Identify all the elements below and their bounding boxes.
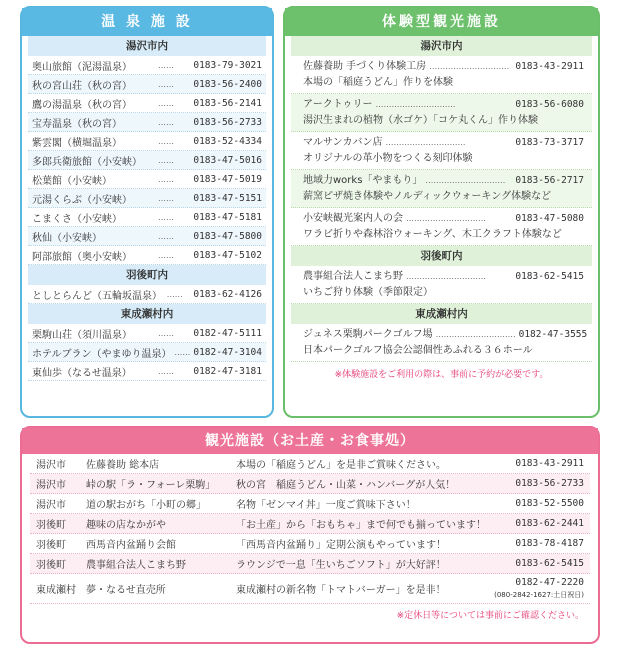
- kanko-description: 秋の宮 稲庭うどん・山菜・ハンバーグが人気！: [236, 480, 456, 491]
- onsen-row: [28, 94, 266, 113]
- leader-dots: ……: [158, 174, 174, 184]
- onsen-facility-name: 東仙歩（なるせ温泉）: [32, 367, 132, 379]
- taiken-facility-name: 佐藤養助 手づくり体験工房: [303, 61, 427, 72]
- leader-dots: ……: [158, 155, 174, 165]
- kanko-shop-name: 夢・なるせ直売所: [86, 585, 166, 596]
- leader-dots: …………………………: [425, 176, 506, 185]
- kanko-town: 湯沢市: [36, 480, 66, 491]
- leader-dots: ……: [158, 328, 174, 338]
- taiken-section-heading: 東成瀬村内: [291, 304, 592, 324]
- taiken-section-heading: 羽後町内: [291, 246, 592, 266]
- taiken-description: 日本パークゴルフ協会公認個性あふれる３６ホール: [303, 345, 533, 356]
- kanko-description: 「お土産」から「おもちゃ」まで何でも揃っています！: [236, 520, 486, 531]
- taiken-list: [285, 36, 598, 362]
- onsen-panel: [20, 6, 274, 418]
- kanko-town: 湯沢市: [36, 460, 66, 471]
- kanko-description: ラウンジで一息「生いちごソフト」が大好評！: [236, 560, 446, 571]
- taiken-item: [291, 208, 592, 246]
- kanko-list: [22, 454, 598, 604]
- leader-dots: ……: [158, 193, 174, 203]
- kanko-description: 東成瀬村の新名物「トマトバーガー」を是非！: [236, 585, 446, 596]
- taiken-item: [291, 170, 592, 208]
- onsen-row: [28, 285, 266, 304]
- onsen-phone: 0183-52-4334: [193, 135, 262, 147]
- onsen-row: [28, 227, 266, 246]
- taiken-phone: 0183-56-2717: [515, 175, 584, 186]
- onsen-phone: 0183-79-3021: [193, 59, 262, 71]
- taiken-facility-name: 小安峡観光案内人の会: [303, 213, 403, 224]
- onsen-phone: 0183-47-5800: [193, 230, 262, 242]
- leader-dots: ……: [158, 212, 174, 222]
- onsen-row: [28, 189, 266, 208]
- onsen-list: [22, 36, 272, 381]
- taiken-phone: 0183-47-5080: [515, 213, 584, 224]
- taiken-description: ワラビ折りや森林浴ウォーキング、木工クラフト体験など: [303, 229, 562, 240]
- onsen-phone: 0183-47-5016: [193, 154, 262, 166]
- taiken-description: 湯沢生まれの植物（水ゴケ）「コケ丸くん」作り体験: [303, 115, 538, 126]
- onsen-title: 温 泉 施 設: [22, 8, 272, 36]
- leader-dots: ……: [158, 366, 174, 376]
- onsen-row: [28, 75, 266, 94]
- taiken-facility-name: 地域力works「やまもり」: [303, 175, 423, 186]
- onsen-row: [28, 113, 266, 132]
- taiken-facility-name: 農事組合法人こまち野: [303, 271, 403, 282]
- onsen-phone: 0182-47-5111: [193, 327, 262, 339]
- kanko-shop-name: 峠の駅「ラ・フォーレ栗駒」: [86, 480, 216, 491]
- kanko-town: 東成瀬村: [36, 585, 76, 596]
- onsen-phone: 0183-56-2733: [193, 116, 262, 128]
- kanko-description: 「西馬音内盆踊り」定期公演もやっています！: [236, 540, 446, 551]
- onsen-facility-name: 秋仙（小安峡）: [32, 232, 102, 244]
- kanko-phone: 0183-52-5500: [515, 498, 584, 509]
- onsen-facility-name: こまくさ（小安峡）: [32, 213, 122, 225]
- leader-dots: ……: [158, 250, 174, 260]
- onsen-row: [28, 132, 266, 151]
- kanko-description: 本場の「稲庭うどん」を是非ご賞味ください。: [236, 460, 446, 471]
- leader-dots: …………………………: [385, 138, 466, 147]
- kanko-shop-name: 佐藤養助 総本店: [86, 460, 160, 471]
- onsen-row: [28, 324, 266, 343]
- taiken-note: ※体験施設をご利用の際は、事前に予約が必要です。: [334, 370, 549, 380]
- onsen-facility-name: 紫雲閣（横堀温泉）: [32, 137, 122, 149]
- onsen-phone: 0182-47-3104: [193, 346, 262, 358]
- onsen-facility-name: ホテルブラン（やまゆり温泉）: [32, 348, 172, 360]
- kanko-title: 観光施設（お土産・お食事処）: [22, 428, 598, 454]
- kanko-town: 羽後町: [36, 520, 66, 531]
- taiken-item: [291, 132, 592, 170]
- taiken-item-header: [303, 97, 584, 113]
- kanko-town: 羽後町: [36, 560, 66, 571]
- leader-dots: ……: [158, 98, 174, 108]
- onsen-row: [28, 151, 266, 170]
- leader-dots: …………………………: [406, 214, 486, 223]
- taiken-panel: [283, 6, 600, 418]
- taiken-facility-name: ジュネス栗駒パークゴルフ場: [303, 329, 433, 340]
- leader-dots: …………………………: [429, 62, 510, 71]
- onsen-phone: 0183-56-2400: [193, 78, 262, 90]
- taiken-item-header: [303, 59, 584, 75]
- onsen-section-heading: 湯沢市内: [28, 36, 266, 56]
- onsen-row: [28, 246, 266, 265]
- onsen-facility-name: 松葉館（小安峡）: [32, 175, 112, 187]
- onsen-facility-name: 奥山旅館（泥湯温泉）: [32, 61, 132, 73]
- kanko-shop-name: 農事組合法人こまち野: [86, 560, 186, 571]
- taiken-phone: 0183-62-5415: [515, 271, 584, 282]
- onsen-facility-name: 多郎兵衛旅館（小安峡）: [32, 156, 142, 168]
- kanko-shop-name: 道の駅おがち「小町の郷」: [86, 500, 206, 511]
- kanko-phone: 0183-62-2441: [515, 518, 584, 529]
- kanko-phone: 0182-47-2220: [515, 576, 584, 588]
- kanko-note: ※定休日等については事前にご確認ください。: [396, 611, 584, 621]
- taiken-facility-name: アークトゥリー: [303, 99, 373, 110]
- taiken-facility-name: マルサンカバン店: [303, 137, 383, 148]
- onsen-facility-name: 秋の宮山荘（秋の宮）: [32, 80, 132, 92]
- taiken-phone: 0183-73-3717: [515, 137, 584, 148]
- leader-dots: …………………………: [435, 330, 516, 339]
- kanko-phone-group: [492, 577, 584, 601]
- kanko-row: [30, 454, 590, 474]
- onsen-row: [28, 170, 266, 189]
- kanko-shop-name: 西馬音内盆踊り会館: [86, 540, 176, 551]
- kanko-shop-name: 趣味の店なかがや: [86, 520, 166, 531]
- taiken-item-header: [303, 211, 584, 227]
- onsen-facility-name: 栗駒山荘（須川温泉）: [32, 329, 132, 341]
- leader-dots: ……: [158, 79, 174, 89]
- taiken-item-header: [303, 269, 584, 285]
- leader-dots: ……: [174, 347, 191, 357]
- leader-dots: …………………………: [375, 100, 456, 109]
- onsen-facility-name: 元湯くらぶ（小安峡）: [32, 194, 132, 206]
- kanko-description: 名物「ゼンマイ丼」一度ご賞味下さい！: [236, 500, 416, 511]
- onsen-phone: 0182-47-3181: [193, 365, 262, 377]
- kanko-panel: [20, 426, 600, 644]
- taiken-phone: 0183-43-2911: [515, 61, 584, 72]
- taiken-phone: 0183-56-6080: [515, 99, 584, 110]
- kanko-town: 湯沢市: [36, 500, 66, 511]
- onsen-facility-name: 阿部旅館（奥小安峡）: [32, 251, 132, 263]
- taiken-item-header: [303, 135, 584, 151]
- onsen-phone: 0183-47-5181: [193, 211, 262, 223]
- onsen-row: [28, 208, 266, 227]
- kanko-phone: 0183-43-2911: [515, 458, 584, 469]
- taiken-item: [291, 56, 592, 94]
- leader-dots: ……: [166, 289, 183, 299]
- kanko-row: [30, 514, 590, 534]
- taiken-description: 本場の「稲庭うどん」作りを体験: [303, 77, 453, 88]
- taiken-item: [291, 324, 592, 362]
- onsen-facility-name: 宝寿温泉（秋の宮）: [32, 118, 122, 130]
- kanko-town: 羽後町: [36, 540, 66, 551]
- onsen-phone: 0183-62-4126: [193, 288, 262, 300]
- leader-dots: …………………………: [406, 272, 486, 281]
- onsen-row: [28, 56, 266, 75]
- kanko-row: [30, 494, 590, 514]
- onsen-facility-name: 鷹の湯温泉（秋の宮）: [32, 99, 132, 111]
- kanko-row: [30, 474, 590, 494]
- leader-dots: ……: [158, 60, 174, 70]
- kanko-phone: 0183-78-4187: [515, 538, 584, 549]
- kanko-phone-sub: (080-2842-1627:土日祝日): [494, 590, 584, 599]
- onsen-phone: 0183-47-5151: [193, 192, 262, 204]
- taiken-item: [291, 266, 592, 304]
- leader-dots: ……: [158, 231, 174, 241]
- onsen-phone: 0183-47-5019: [193, 173, 262, 185]
- kanko-row: [30, 534, 590, 554]
- onsen-phone: 0183-56-2141: [193, 97, 262, 109]
- taiken-section-heading: 湯沢市内: [291, 36, 592, 56]
- onsen-section-heading: 羽後町内: [28, 265, 266, 285]
- onsen-row: [28, 362, 266, 381]
- kanko-phone: 0183-56-2733: [515, 478, 584, 489]
- kanko-row: [30, 574, 590, 604]
- taiken-phone: 0182-47-3555: [518, 329, 588, 340]
- taiken-description: 薪窯ピザ焼き体験やノルディックウォーキング体験など: [303, 191, 552, 202]
- taiken-description: いちご狩り体験（季節限定）: [303, 287, 433, 298]
- leader-dots: ……: [158, 117, 174, 127]
- taiken-item-header: [303, 327, 588, 343]
- onsen-facility-name: としとらんど（五輪坂温泉）: [32, 290, 162, 302]
- taiken-item-header: [303, 173, 584, 189]
- kanko-row: [30, 554, 590, 574]
- taiken-description: オリジナルの革小物をつくる刻印体験: [303, 153, 473, 164]
- taiken-title: 体験型観光施設: [285, 8, 598, 36]
- kanko-phone: 0183-62-5415: [515, 558, 584, 569]
- onsen-section-heading: 東成瀬村内: [28, 304, 266, 324]
- taiken-item: [291, 94, 592, 132]
- leader-dots: ……: [158, 136, 174, 146]
- onsen-row: [28, 343, 266, 362]
- onsen-phone: 0183-47-5102: [193, 249, 262, 261]
